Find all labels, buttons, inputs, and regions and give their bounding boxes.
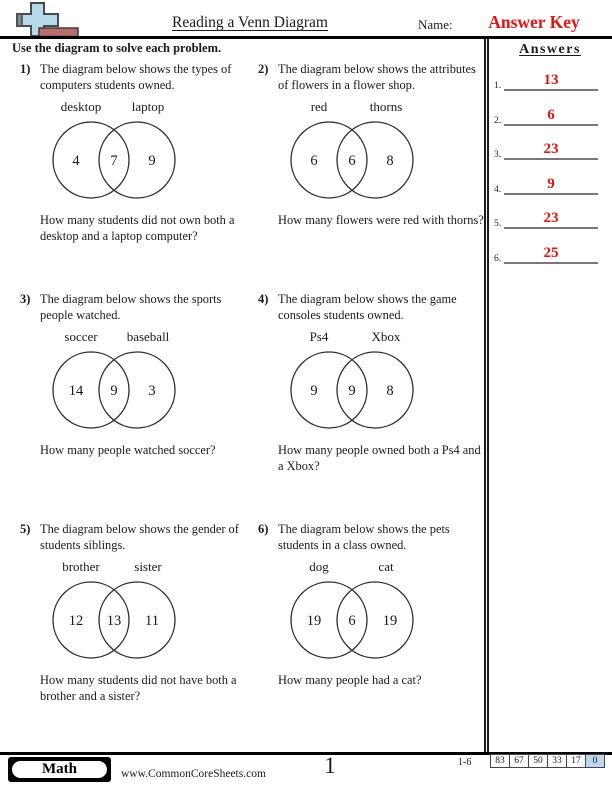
page-number: 1 [324,753,336,778]
problem-header [258,522,486,553]
venn-left-value: 19 [306,613,322,629]
score-box: 33 [547,754,567,768]
problem-question: How many flowers were red with thorns? [278,213,484,227]
problem-description: The diagram below shows the sports people watched. [40,292,222,322]
problem-description: The diagram below shows the types of computers students owned. [40,62,232,92]
answer-number: 5. [494,219,502,229]
problem-question: How many students did not own both a desktop and a laptop computer? [40,213,235,244]
venn-left-value: 6 [310,153,318,169]
problem [258,292,486,474]
answer-item [489,64,611,91]
problem-header [20,62,248,93]
answer-number: 6. [494,254,502,264]
venn-right-value: 11 [145,613,159,629]
problem-number: 6) [258,522,269,536]
answer-value: 6 [547,107,555,123]
venn-right-value: 3 [148,383,156,399]
answer-number: 3. [494,150,502,160]
answer-key-text: Answer Key [488,12,580,32]
venn-left-label: dog [309,559,329,574]
venn-diagram [29,559,231,661]
score-box: 83 [490,754,510,768]
answers-title: Answers [519,42,581,57]
score-box: 50 [528,754,548,768]
venn-right-label: Xbox [371,329,401,344]
problem-description: The diagram below shows the game consoles students owned. [278,292,457,322]
venn-right-value: 8 [386,153,394,169]
venn-left-label: soccer [64,329,98,344]
answer-item [489,202,611,229]
problem-header [258,62,486,93]
score-boxes [490,754,605,768]
answer-number: 4. [494,185,502,195]
answer-item [489,168,611,195]
venn-diagram [29,329,231,431]
answer-blank-line [504,193,598,195]
score-range-label: 1-6 [458,757,472,768]
venn-right-label: laptop [131,99,165,114]
name-label: Name: [418,17,453,32]
subject-label: Math [11,760,108,779]
problem-number: 1) [20,62,31,76]
problem [258,62,486,228]
venn-middle-value: 6 [348,613,356,629]
problem-number: 2) [258,62,269,76]
answer-blank-line [504,262,598,264]
problem-header [20,522,248,553]
answer-blank-line [504,124,598,126]
venn-right-value: 19 [382,613,398,629]
problem [258,522,486,688]
problem-question: How many people had a cat? [278,673,422,687]
venn-diagram [29,99,231,201]
problem [20,62,248,244]
problem-question: How many people owned both a Ps4 and a Xbox? [278,443,481,474]
venn-right-value: 9 [148,153,156,169]
plus-math-icon [14,2,80,37]
venn-left-value: 9 [310,383,318,399]
venn-left-label: Ps4 [309,329,329,344]
venn-diagram [267,329,469,431]
venn-left-label: red [310,99,328,114]
venn-middle-value: 13 [106,613,122,629]
problem-description: The diagram below shows the attributes of flowers in a flower shop. [278,62,476,92]
venn-middle-value: 7 [110,153,118,169]
answer-value: 9 [547,176,555,192]
answer-blank-line [504,227,598,229]
score-box: 67 [509,754,529,768]
score-box: 17 [566,754,586,768]
answer-value: 13 [543,72,559,88]
answer-number: 2. [494,116,502,126]
venn-middle-value: 9 [348,383,356,399]
answer-item [489,237,611,264]
venn-right-label: baseball [126,329,170,344]
header-rule [0,36,612,39]
answer-number: 1. [494,81,502,91]
subject-badge [8,757,111,782]
venn-middle-value: 6 [348,153,356,169]
problem-description: The diagram below shows the gender of students siblings. [40,522,239,552]
venn-left-label: brother [62,559,100,574]
problem-number: 3) [20,292,31,306]
venn-diagram [267,99,469,201]
answer-blank-line [504,158,598,160]
problem [20,522,248,704]
venn-right-label: cat [378,559,394,574]
venn-middle-value: 9 [110,383,118,399]
problem-header [258,292,486,323]
venn-left-label: desktop [60,99,102,114]
problem-header [20,292,248,323]
website-text: www.CommonCoreSheets.com [121,768,266,780]
answer-blank-line [504,89,598,91]
problem [20,292,248,458]
answer-value: 23 [543,141,559,157]
problem-question: How many people watched soccer? [40,443,216,457]
problem-description: The diagram below shows the pets students in a class owned. [278,522,450,552]
answer-item [489,99,611,126]
answer-value: 25 [543,245,559,261]
venn-left-value: 4 [72,153,80,169]
problem-number: 4) [258,292,269,306]
answer-item [489,133,611,160]
venn-left-value: 14 [68,383,84,399]
venn-right-label: sister [134,559,162,574]
answers-panel [489,42,611,264]
venn-right-label: thorns [369,99,403,114]
venn-right-value: 8 [386,383,394,399]
venn-diagram [267,559,469,661]
page-title: Reading a Venn Diagram [172,14,328,31]
score-box: 0 [585,754,605,768]
problem-question: How many students did not have both a brother and a sister? [40,673,237,704]
venn-left-value: 12 [68,613,84,629]
problem-number: 5) [20,522,31,536]
instruction-text: Use the diagram to solve each problem. [12,41,222,55]
answer-value: 23 [543,210,559,226]
